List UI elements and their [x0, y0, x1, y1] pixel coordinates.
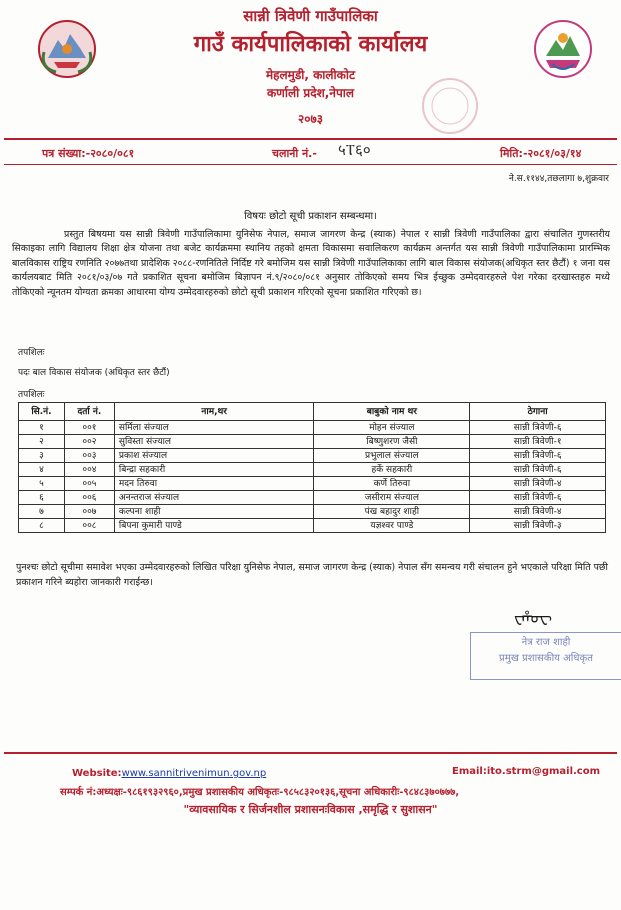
office-title: गाउँ कार्यपालिकाको कार्यालय: [193, 32, 428, 57]
cell-address: सान्नी त्रिवेणी-३: [470, 519, 606, 533]
table-row: [19, 449, 606, 463]
footer-website: [72, 768, 266, 779]
dispatch-number-label: चलानी नं.-: [272, 147, 317, 160]
cell-address: सान्नी त्रिवेणी-६: [470, 421, 606, 435]
table-row: [19, 491, 606, 505]
col-header-reg-no: दर्ता नं.: [64, 403, 114, 421]
cell-reg-no: ००६: [64, 491, 114, 505]
cell-serial: १: [19, 421, 65, 435]
province-line: कर्णाली प्रदेश,नेपाल: [266, 86, 355, 100]
subject-line: विषयः छोटो सूची प्रकाशन सम्बन्धमा।: [244, 211, 377, 222]
cell-father-name: पंख बहादुर शाही: [314, 505, 470, 519]
cell-father-name: बिष्णुशरण जैसी: [314, 435, 470, 449]
cell-reg-no: ००२: [64, 435, 114, 449]
table-row: [19, 519, 606, 533]
letter-number: पत्र संख्या:-२०८०/०८१: [42, 147, 135, 160]
shortlist-table: [18, 402, 606, 533]
officer-stamp: [470, 632, 621, 680]
cell-father-name: मोहन संज्याल: [314, 421, 470, 435]
cell-address: सान्नी त्रिवेणी-६: [470, 449, 606, 463]
table-row: [19, 421, 606, 435]
officer-title: प्रमुख प्रशासकीय अधिकृत: [499, 653, 593, 664]
letter-date: मिति:-२०८१/०३/१४: [500, 147, 582, 160]
cell-serial: ६: [19, 491, 65, 505]
table-header-row: [19, 403, 606, 421]
cell-name: मदन तिरुवा: [114, 477, 314, 491]
cell-name: बिपना कुमारी पाण्डे: [114, 519, 314, 533]
footer-divider: [4, 752, 617, 754]
office-address: मेहलमुडी, कालीकोट: [265, 68, 356, 82]
body-paragraph: [12, 228, 610, 300]
table-row: [19, 463, 606, 477]
cell-reg-no: ००४: [64, 463, 114, 477]
table-row: [19, 505, 606, 519]
cell-serial: ५: [19, 477, 65, 491]
col-header-name: नाम,थर: [114, 403, 314, 421]
cell-father-name: हर्के सहकारी: [314, 463, 470, 477]
cell-serial: ८: [19, 519, 65, 533]
cell-address: सान्नी त्रिवेणी-६: [470, 463, 606, 477]
cell-address: सान्नी त्रिवेणी-४: [470, 477, 606, 491]
table-row: [19, 477, 606, 491]
col-header-father-name: बाबुको नाम थर: [314, 403, 470, 421]
table-row: [19, 435, 606, 449]
footer-contact-numbers: सम्पर्क नं:अध्यक्षः-९८६१९३२९६०,प्रमुख प्रशासकीय अधिकृतः-९८५८३२०१३६,सूचना अधिकारीः-९८४८३७०७७७,: [60, 787, 460, 798]
cell-father-name: कर्णे तिरुवा: [314, 477, 470, 491]
position-label: पदः बाल विकास संयोजक (अधिकृत स्तर छैटौं): [18, 368, 170, 378]
cell-father-name: यज्ञश्वर पाण्डे: [314, 519, 470, 533]
nepal-sambat-date: ने.स.११४४,तछलागा ७,शुक्रवार: [508, 174, 609, 184]
officer-name: नेत्र राज शाही: [521, 637, 571, 648]
details-label-2: तपशिलः: [18, 390, 45, 400]
cell-name: सुविस्ता संज्याल: [114, 435, 314, 449]
cell-serial: ७: [19, 505, 65, 519]
cell-reg-no: ००१: [64, 421, 114, 435]
cell-address: सान्नी त्रिवेणी-६: [470, 491, 606, 505]
col-header-serial: सि.नं.: [19, 403, 65, 421]
cell-reg-no: ००८: [64, 519, 114, 533]
cell-father-name: जसीराम संज्याल: [314, 491, 470, 505]
municipality-name: सान्नी त्रिवेणी गाउँपालिका: [243, 7, 378, 25]
cell-name: सर्मिला संज्याल: [114, 421, 314, 435]
meta-divider: [4, 164, 617, 165]
cell-reg-no: ००५: [64, 477, 114, 491]
cell-father-name: प्रभुलाल संज्याल: [314, 449, 470, 463]
cell-serial: २: [19, 435, 65, 449]
details-label: तपशिलः: [18, 348, 45, 358]
footer-slogan: "व्यावसायिक र सिर्जनशील प्रशासनःविकास ,समृद्धि र सुशासन": [183, 803, 438, 816]
cell-reg-no: ००३: [64, 449, 114, 463]
cell-reg-no: ००७: [64, 505, 114, 519]
footer-email[interactable]: Email:ito.strm@gmail.com: [452, 766, 601, 777]
col-header-address: ठेगाना: [470, 403, 606, 421]
signature: ᠸᡥᠣᠧ: [514, 608, 552, 627]
cell-name: प्रकाश संज्याल: [114, 449, 314, 463]
cell-serial: ४: [19, 463, 65, 477]
header-divider: [4, 138, 617, 140]
cell-name: कल्पना शाही: [114, 505, 314, 519]
website-link[interactable]: www.sannitrivenimun.gov.np: [121, 768, 267, 779]
cell-serial: ३: [19, 449, 65, 463]
body-text: प्रस्तुत बिषयमा यस सान्नी त्रिवेणी गाउँपालिकामा युनिसेफ नेपाल, समाज जागरण केन्द्र (स्याक) नेपाल र सान्नी त्रिवेणी गाउँपालिका द्वारा संचालित गुणस्तरीय सिकाइका लागि विद्यालय शिक्षा क्षेत्र योजना तथा बजेट कार्यक्रममा स्थानिय तहको क्षमता विकासमा सवालिकरण कार्यक्रम अन्तर्गत यस सान्नी त्रिवेणी गाउँपालिकामा प्रारम्भिक बालविकास राष्ट्रिय रणनिति २०७७तथा प्रादेशिक २०८८-रणनितिले निर्दिष्ट गरे बमोजिम यस सान्नी त्रिवेणी गाउँपालिकाका लागि बाल विकास संयोजक(अधिकृत स्तर छैटौं) १ जना यस कार्यलयबाट मिति २०८१/०३/०७ गते प्रकाशित सूचना बमोजिम बिज्ञापन नं.९/२०८०/०८१ अनुसार तोकिएको समय भित्र ईच्छुक उम्मेदवारहरुले पेश गरेका दरखास्तहरु मध्ये तोकिएको न्यूनतम योग्यता क्रमका आधारमा योग्य उम्मेदवारहरुको छोटो सूची प्रकाशन गरिएको सूचना प्रकाशित गरिएको छ।: [12, 229, 610, 298]
established-year: २०७३: [298, 112, 323, 126]
cell-address: सान्नी त्रिवेणी-१: [470, 435, 606, 449]
postscript-note: पुनश्चः छोटो सूचीमा समावेश भएका उम्मेदवारहरुको लिखित परिक्षा युनिसेफ नेपाल, समाज जागरण केन्द्र (स्याक) नेपाल सँग समन्वय गरी संचालन हुने भएकाले परिक्षा मिति पछी प्रकाशन गरिने ब्यहोरा जानकारी गराईन्छ।: [16, 562, 608, 588]
cell-address: सान्नी त्रिवेणी-४: [470, 505, 606, 519]
cell-name: बिन्द्रा सहकारी: [114, 463, 314, 477]
cell-name: अनन्तराज संज्याल: [114, 491, 314, 505]
dispatch-number-handwritten: ५Ⲧ६०: [338, 141, 371, 159]
website-label: Website:: [72, 768, 122, 779]
